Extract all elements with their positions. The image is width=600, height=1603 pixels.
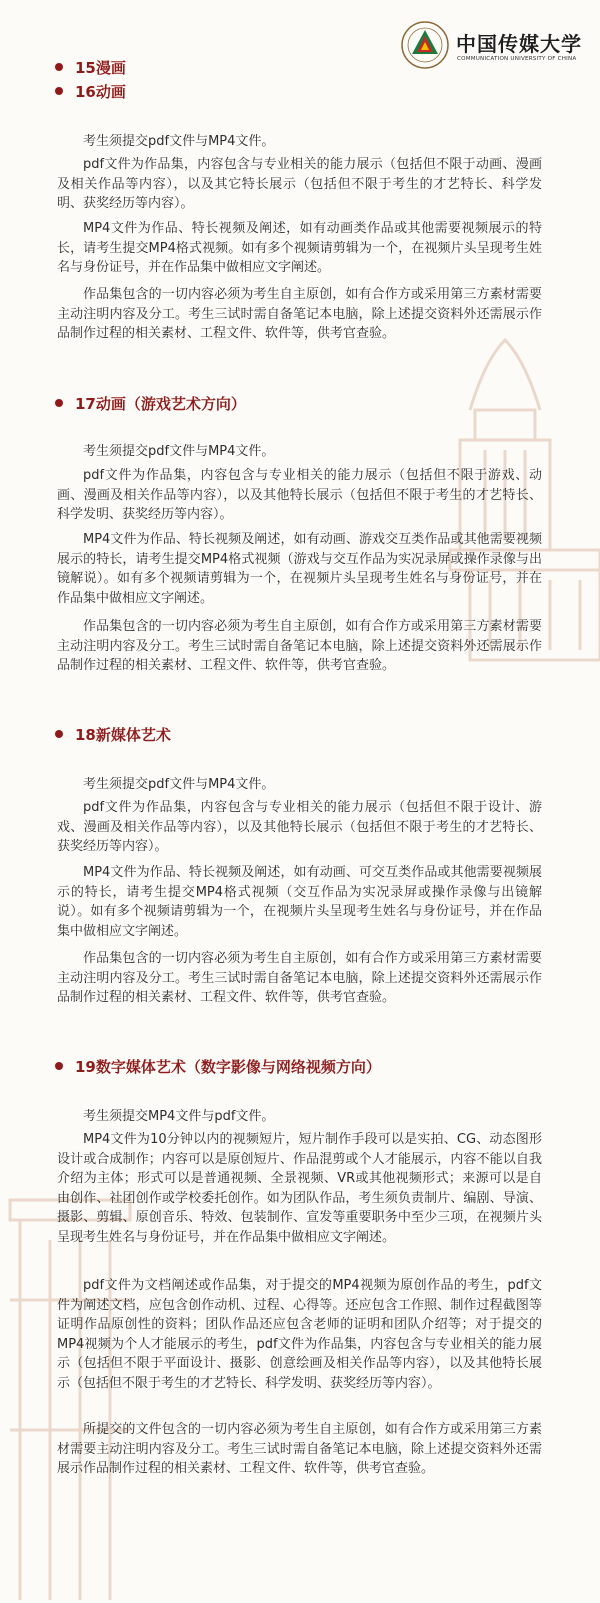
- university-logo: [400, 20, 582, 76]
- paragraph: 考生须提交pdf文件与MP4文件。: [83, 777, 275, 792]
- section-heading: [55, 80, 126, 102]
- paragraph: 作品集包含的一切内容必须为考生自主原创，如有合作方或采用第三方素材需要主动注明内容及分工。考生三试时需自备笔记本电脑，除上述提交资料外还需展示作品制作过程的相关素材、工程文件、软件等，供考官查验。: [57, 619, 542, 674]
- paragraph: MP4文件为作品、特长视频及阐述，如有动画类作品或其他需要视频展示的特长，请考生提交MP4格式视频。如有多个视频请剪辑为一个，在视频片头呈现考生姓名与身份证号，并在作品集中做相应文字阐述。: [57, 221, 542, 276]
- section-heading-text: 16动画: [75, 82, 126, 101]
- paragraph: pdf文件为作品集，内容包含与专业相关的能力展示（包括但不限于动画、漫画及相关作品等内容），以及其它特长展示（包括但不限于考生的才艺特长、科学发明、获奖经历等内容）。: [57, 157, 542, 212]
- paragraph: MP4文件为作品、特长视频及阐述，如有动画、游戏交互类作品或其他需要视频展示的特长，请考生提交MP4格式视频（游戏与交互作品为实况录屏或操作录像与出镜解说）。如有多个视频请剪辑为一个，在视频片头呈现考生姓名与身份证号，并在作品集中做相应文字阐述。: [57, 532, 542, 606]
- paragraph: 考生须提交pdf文件与MP4文件。: [83, 444, 275, 459]
- paragraph: pdf文件为作品集，内容包含与专业相关的能力展示（包括但不限于设计、游戏、漫画及相关作品等内容），以及其他特长展示（包括但不限于考生的才艺特长、获奖经历等内容）。: [57, 800, 542, 855]
- logo-chinese-name: 中国传媒大学: [456, 32, 582, 56]
- bullet-dot-icon: [55, 63, 63, 71]
- section-heading-text: 18新媒体艺术: [75, 725, 171, 744]
- section-heading: [55, 723, 171, 745]
- section-heading: [55, 392, 246, 414]
- paragraph: pdf文件为文档阐述或作品集，对于提交的MP4视频为原创作品的考生，pdf文件为阐述文档，应包含创作动机、过程、心得等。还应包含工作照、制作过程截图等证明作品原创性的资料；团队作品还应包含老师的证明和团队介绍等；对于提交的MP4视频为个人才能展示的考生，pdf文件为作品集，内容包含与专业相关的能力展示（包括但不限于平面设计、摄影、创意绘画及相关作品等内容），以及其他特长展示（包括但不限于考生的才艺特长、科学发明、获奖经历等内容）。: [57, 1278, 542, 1391]
- bullet-dot-icon: [55, 87, 63, 95]
- paragraph: 考生须提交pdf文件与MP4文件。: [83, 134, 275, 149]
- bullet-dot-icon: [55, 399, 63, 407]
- paragraph: 考生须提交MP4文件与pdf文件。: [83, 1109, 275, 1124]
- section-heading-text: 17动画（游戏艺术方向）: [75, 394, 246, 413]
- paragraph: 作品集包含的一切内容必须为考生自主原创，如有合作方或采用第三方素材需要主动注明内容及分工。考生三试时需自备笔记本电脑，除上述提交资料外还需展示作品制作过程的相关素材、工程文件、软件等，供考官查验。: [57, 287, 542, 342]
- section-heading: [55, 1055, 381, 1077]
- paragraph: pdf文件为作品集，内容包含与专业相关的能力展示（包括但不限于游戏、动画、漫画及相关作品等内容），以及其他特长展示（包括但不限于考生的才艺特长、科学发明、获奖经历等内容）。: [57, 468, 542, 523]
- bullet-dot-icon: [55, 730, 63, 738]
- logo-english-name: COMMUNICATION UNIVERSITY OF CHINA: [457, 56, 577, 62]
- paragraph: MP4文件为10分钟以内的视频短片，短片制作手段可以是实拍、CG、动态图形设计或合成制作；内容可以是原创短片、作品混剪或个人才能展示，内容不能以自我介绍为主体；形式可以是普通视频、全景视频、VR或其他视频形式；来源可以是自由创作、社团创作或学校委托创作。如为团队作品，考生须负责制片、编剧、导演、摄影、剪辑、原创音乐、特效、包装制作、宣发等重要职务中至少三项，在视频片头呈现考生姓名与身份证号，并在作品集中做相应文字阐述。: [57, 1132, 542, 1245]
- section-heading: [55, 56, 126, 78]
- paragraph: 作品集包含的一切内容必须为考生自主原创，如有合作方或采用第三方素材需要主动注明内容及分工。考生三试时需自备笔记本电脑，除上述提交资料外还需展示作品制作过程的相关素材、工程文件、软件等，供考官查验。: [57, 951, 542, 1006]
- section-heading-text: 15漫画: [75, 58, 126, 77]
- paragraph: 所提交的文件包含的一切内容必须为考生自主原创，如有合作方或采用第三方素材需要主动注明内容及分工。考生三试时需自备笔记本电脑，除上述提交资料外还需展示作品制作过程的相关素材、工程文件、软件等，供考官查验。: [57, 1422, 542, 1477]
- section-heading-text: 19数字媒体艺术（数字影像与网络视频方向）: [75, 1057, 381, 1076]
- bullet-dot-icon: [55, 1062, 63, 1070]
- paragraph: MP4文件为作品、特长视频及阐述，如有动画、可交互类作品或其他需要视频展示的特长，请考生提交MP4格式视频（交互作品为实况录屏或操作录像与出镜解说）。如有多个视频请剪辑为一个，在视频片头呈现考生姓名与身份证号，并在作品集中做相应文字阐述。: [57, 865, 542, 939]
- university-seal-icon: [400, 20, 450, 70]
